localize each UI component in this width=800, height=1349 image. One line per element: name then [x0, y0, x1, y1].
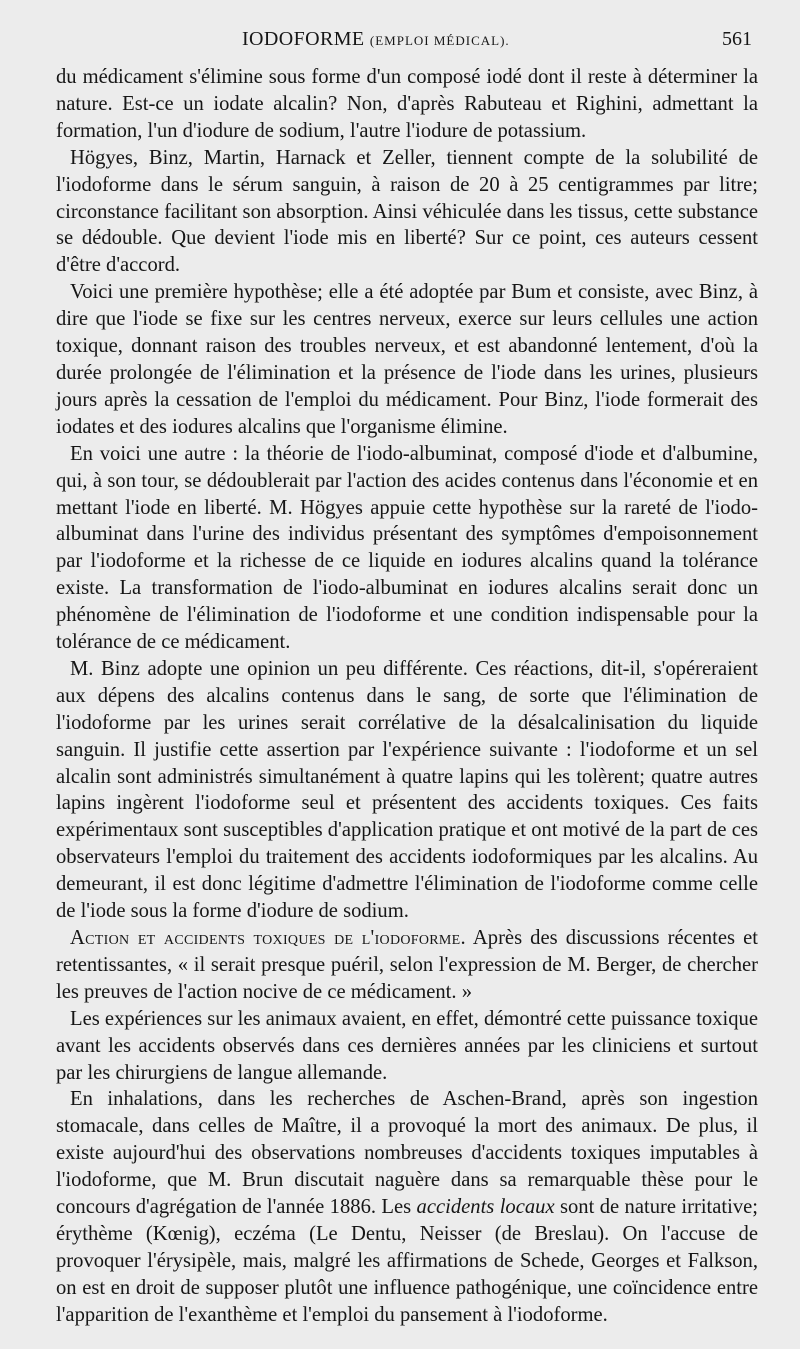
paragraph-6-text: Après des discussions récentes et retentissantes, « il serait presque puéril, selon l'expression de M. Berger, de chercher les preuves de l'action nocive de ce médicament. » [56, 927, 759, 1003]
body-text [56, 64, 758, 1329]
paragraph-8 [56, 1086, 758, 1328]
running-title-sub: (EMPLOI MÉDICAL). [369, 33, 510, 48]
running-title-main: IODOFORME [242, 28, 365, 50]
paragraph-5: M. Binz adopte une opinion un peu différente. Ces réactions, dit-il, s'opéreraient aux dépens des alcalins contenus dans le sang, de sorte que l'élimination de l'iodoforme par les urines serait corrélative de la désalcalinisation du liquide sanguin. Il justifie cette assertion par l'expérience suivante : l'iodoforme et un sel alcalin sont administrés simultanément à quatre lapins qui les tolèrent; quatre autres lapins ingèrent l'iodoforme seul et présentent des accidents toxiques. Ces faits expérimentaux sont susceptibles d'application pratique et ont motivé de la part de ces observateurs l'emploi du traitement des accidents iodoformiques par les alcalins. Au demeurant, il est donc légitime d'admettre l'élimination de l'iodoforme comme celle de l'iode sous la forme d'iodure de sodium. [56, 657, 758, 923]
paragraph-4: En voici une autre : la théorie de l'iodo-albuminat, composé d'iode et d'albumine, qui, à son tour, se dédoublerait par l'action des acides contenus dans l'économie et en mettant l'iode en liberté. M. Högyes appuie cette hypothèse sur la rareté de l'iodo-albuminat dans l'urine des individus présentant des symptômes d'empoisonnement par l'iodoforme et la richesse de ce liquide en iodures alcalins quand la tolérance existe. La transformation de l'iodo-albuminat en iodures alcalins serait donc un phénomène de l'élimination de l'iodoforme et une condition indispensable pour la tolérance de ce médicament. [56, 442, 758, 654]
running-header [52, 28, 752, 58]
paragraph-8-text-after: sont de nature irritative; érythème (Kœnig), eczéma (Le Dentu, Neisser (de Breslau). On l'accuse de provoquer l'érysipèle, mais, malgré les affirmations de Schede, Georges et Falkson, on est en droit de supposer plutôt une influence pathogénique, une coïncidence entre l'apparition de l'exanthème et l'emploi du pansement à l'iodoforme. [56, 1196, 759, 1326]
paragraph-8-text-before: En inhalations, dans les recherches de Aschen-Brand, après son ingestion stomacale, dans celles de Maître, il a provoqué la mort des animaux. De plus, il existe aujourd'hui des observations nombreuses d'accidents toxiques imputables à l'iodoforme, que M. Brun discutait naguère dans sa remarquable thèse pour le concours d'agrégation de l'année 1886. Les [56, 1088, 758, 1219]
page-number: 561 [722, 28, 752, 50]
paragraph-8-emphasis: accidents locaux [416, 1196, 555, 1219]
running-title [242, 28, 510, 51]
section-heading: Action et accidents toxiques de l'iodoforme. [70, 927, 466, 949]
paragraph-7: Les expériences sur les animaux avaient, en effet, démontré cette puissance toxique avant les accidents observés dans ces dernières années par les cliniciens et surtout par les chirurgiens de langue allemande. [56, 1007, 758, 1084]
paragraph-1: du médicament s'élimine sous forme d'un composé iodé dont il reste à déterminer la nature. Est-ce un iodate alcalin? Non, d'après Rabuteau et Righini, admettant la formation, l'un d'iodure de sodium, l'autre l'iodure de potassium. [56, 66, 758, 142]
paragraph-6 [56, 925, 758, 1006]
paragraph-3: Voici une première hypothèse; elle a été adoptée par Bum et consiste, avec Binz, à dire que l'iode se fixe sur les centres nerveux, exerce sur leurs cellules une action toxique, donnant raison des troubles nerveux, et est abandonné lentement, d'où la durée prolongée de l'élimination et la présence de l'iode dans les urines, plusieurs jours après la cessation de l'emploi du médicament. Pour Binz, l'iode formerait des iodates et des iodures alcalins que l'organisme élimine. [56, 281, 758, 438]
paragraph-2: Högyes, Binz, Martin, Harnack et Zeller, tiennent compte de la solubilité de l'iodoforme dans le sérum sanguin, à raison de 20 à 25 centigrammes par litre; circonstance facilitant son absorption. Ainsi véhiculée dans les tissus, cette substance se dédouble. Que devient l'iode mis en liberté? Sur ce point, ces auteurs cessent d'être d'accord. [56, 146, 758, 277]
